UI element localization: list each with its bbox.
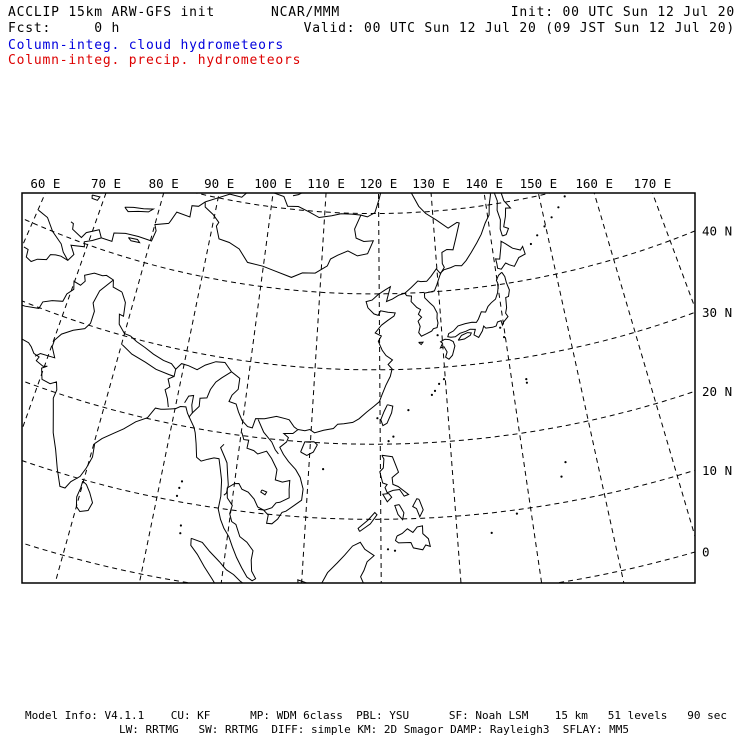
coastline xyxy=(413,499,424,517)
lat-axis-label: 20 N xyxy=(702,383,733,399)
lat-axis-label: 40 N xyxy=(702,223,733,239)
small-island-dot xyxy=(431,394,433,396)
coastline xyxy=(381,405,393,426)
coastline xyxy=(293,542,374,605)
meridian-60E xyxy=(0,102,85,524)
small-island-dot xyxy=(407,409,409,411)
lake-outline xyxy=(261,490,267,495)
coastline xyxy=(191,538,256,600)
small-island-dot xyxy=(516,513,518,515)
small-island-dot xyxy=(551,216,553,218)
lon-axis-label: 140 E xyxy=(465,176,504,191)
valid-time-label: Valid: 00 UTC Sun 12 Jul 20 (09 JST Sun 12 Jul 20) xyxy=(303,21,735,36)
coastline xyxy=(0,175,490,581)
lon-axis-label: 100 E xyxy=(254,176,292,191)
lat-axis-label: 30 N xyxy=(702,304,733,320)
country-border xyxy=(119,292,297,429)
lake-outline xyxy=(92,195,100,200)
lat-axis-label: 10 N xyxy=(702,462,733,478)
map-frame xyxy=(22,193,695,583)
country-border xyxy=(185,396,194,414)
country-border xyxy=(405,269,441,294)
forecast-hour-label: Fcst: 0 h xyxy=(8,21,121,36)
parallel-10N xyxy=(0,379,740,519)
small-island-dot xyxy=(179,532,181,534)
small-island-dot xyxy=(178,487,180,489)
init-time-label: Init: 00 UTC Sun 12 Jul 20 xyxy=(510,5,735,20)
small-island-dot xyxy=(530,243,532,245)
small-island-dot xyxy=(564,461,566,463)
parallel-20N xyxy=(0,314,740,444)
small-island-dot xyxy=(536,234,538,236)
lon-axis-label: 60 E xyxy=(30,176,61,191)
small-island-dot xyxy=(503,336,505,338)
coastline xyxy=(383,494,392,502)
small-island-dot xyxy=(376,417,378,419)
lon-axis-label: 90 E xyxy=(204,176,235,191)
lon-axis-label: 170 E xyxy=(633,176,672,191)
small-island-dot xyxy=(434,390,436,392)
small-island-dot xyxy=(499,327,501,329)
lon-axis-label: 70 E xyxy=(90,176,122,191)
small-island-dot xyxy=(387,548,389,550)
coastline xyxy=(380,455,409,496)
small-island-dot xyxy=(443,378,445,380)
plot-title: ACCLIP 15km ARW-GFS init xyxy=(8,5,216,20)
small-island-dot xyxy=(438,383,440,385)
lon-axis-label: 130 E xyxy=(412,176,450,191)
model-info-line1: Model Info: V4.1.1 CU: KF MP: WDM 6class PBL: YSU SF: Noah LSM 15 km 51 levels 90 sec xyxy=(25,709,727,722)
small-island-dot xyxy=(560,476,562,478)
coastline xyxy=(358,513,377,532)
meridian-110E xyxy=(299,160,328,620)
small-island-dot xyxy=(322,468,324,470)
small-island-dot xyxy=(180,524,182,526)
small-island-dot xyxy=(392,436,394,438)
country-border xyxy=(0,297,14,330)
coastline xyxy=(396,526,431,550)
parallel-50N xyxy=(0,113,721,213)
parallel-0N xyxy=(0,447,740,597)
parallel-40N xyxy=(0,183,740,294)
meridian-160E xyxy=(576,132,706,574)
country-border xyxy=(35,280,113,358)
lake-outline xyxy=(128,238,139,243)
small-island-dot xyxy=(181,480,183,482)
small-island-dot xyxy=(388,440,390,442)
meridian-120E xyxy=(378,162,381,623)
lon-axis-label: 160 E xyxy=(575,176,614,191)
small-island-dot xyxy=(557,206,559,208)
small-island-dot xyxy=(491,532,493,534)
meridian-150E xyxy=(528,145,627,595)
coastline xyxy=(191,538,223,596)
field-label-precip-hydrometeors: Column-integ. precip. hydrometeors xyxy=(8,53,302,68)
small-island-dot xyxy=(176,495,178,497)
small-island-dot xyxy=(525,378,527,380)
meridian-80E xyxy=(56,135,180,579)
small-island-dot xyxy=(526,382,528,384)
country-border xyxy=(7,273,122,308)
org-label: NCAR/MMM xyxy=(271,5,341,20)
small-island-dot xyxy=(564,195,566,197)
country-border xyxy=(122,345,176,377)
country-border xyxy=(258,420,278,454)
lon-axis-label: 80 E xyxy=(148,176,179,191)
meridian-140E xyxy=(478,154,545,610)
small-island-dot xyxy=(437,334,439,336)
coastline xyxy=(496,241,526,269)
coastline xyxy=(395,505,404,520)
small-island-dot xyxy=(543,225,545,227)
lat-axis-label: 0 xyxy=(702,544,710,560)
country-border xyxy=(242,433,290,511)
model-info-line2: LW: RRTMG SW: RRTMG DIFF: simple KM: 2D Smagor DAMP: Rayleigh3 SFLAY: MM5 xyxy=(119,723,629,736)
country-border xyxy=(189,372,232,418)
country-border xyxy=(165,376,174,407)
country-border xyxy=(361,183,459,272)
lake-outline xyxy=(125,207,154,212)
coastlines-and-borders xyxy=(0,173,567,605)
small-island-dot xyxy=(394,550,396,552)
lon-axis-label: 110 E xyxy=(307,176,345,191)
field-label-cloud-hydrometeors: Column-integ. cloud hydrometeors xyxy=(8,38,285,53)
coastline xyxy=(419,342,423,344)
coastline xyxy=(301,442,318,456)
country-border xyxy=(39,210,68,260)
lon-axis-label: 150 E xyxy=(519,176,558,191)
country-border xyxy=(205,188,373,278)
lon-axis-label: 120 E xyxy=(359,176,398,191)
